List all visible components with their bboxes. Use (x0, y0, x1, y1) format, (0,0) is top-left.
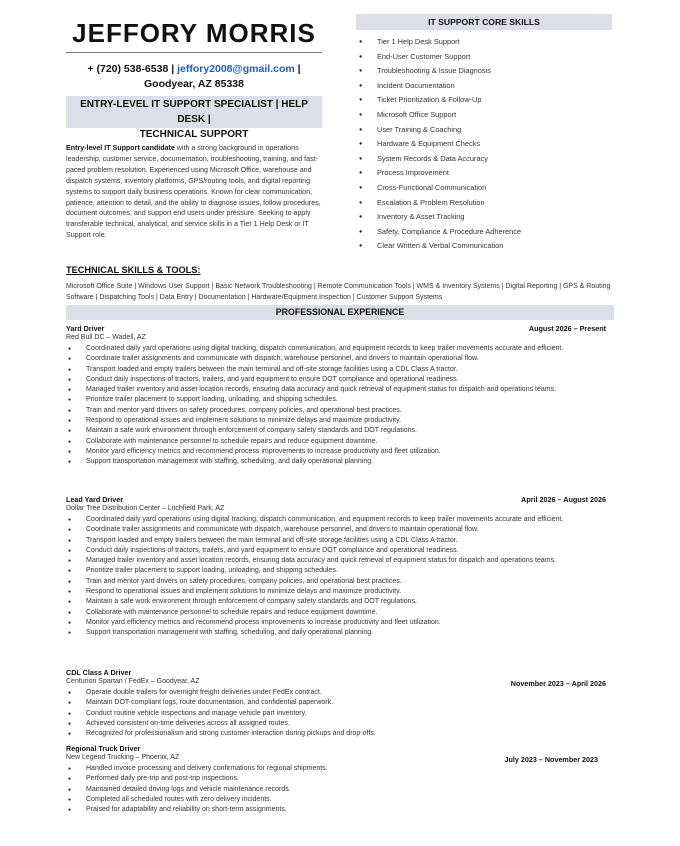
technical-skills-heading: TECHNICAL SKILLS & TOOLS: (66, 265, 201, 275)
headline-box (66, 96, 322, 140)
job-bullet: ● Coordinated daily yard operations using digital tracking, dispatch communication, and equipment records to keep trailer movements accurate and efficient. (66, 344, 614, 354)
job-bullet: ● Train and mentor yard drivers on safety procedures, company policies, and operational best practices. (66, 406, 614, 416)
job-title: Regional Truck Driver (66, 744, 141, 753)
job-bullet: ● Conduct routine vehicle inspections and manage vehicle part inventory. (66, 709, 614, 719)
job-bullet: ● Support transportation management with staffing, scheduling, and daily operational planning. (66, 628, 614, 638)
job-title: Yard Driver (66, 324, 105, 333)
core-skill-item: ● Hardware & Equipment Checks (359, 139, 609, 154)
job-entry (66, 668, 614, 739)
core-skill-item: ● Troubleshooting & Issue Diagnosis (359, 66, 609, 81)
job-bullet: ● Managed trailer inventory and asset location records, ensuring data accuracy and quick retrieval of equipment status for dispatch and operations teams. (66, 385, 614, 395)
experience-heading: PROFESSIONAL EXPERIENCE (66, 305, 614, 320)
core-skill-item: ● Inventory & Asset Tracking (359, 212, 609, 227)
job-bullet: ● Completed all scheduled routes with zero delivery incidents. (66, 795, 614, 805)
job-bullets (66, 515, 614, 639)
job-bullet: ● Achieved consistent on-time deliveries across all assigned routes. (66, 719, 614, 729)
job-bullet: ● Recognized for professionalism and strong customer interaction during pickups and drop-offs. (66, 729, 614, 739)
job-bullet: ● Support transportation management with staffing, scheduling, and daily operational planning. (66, 457, 614, 467)
core-skills-heading: IT SUPPORT CORE SKILLS (356, 14, 612, 30)
location: Goodyear, AZ 85338 (144, 78, 244, 90)
job-bullets (66, 688, 614, 739)
core-skill-item: ● Cross-Functional Communication (359, 183, 609, 198)
job-entry (66, 324, 614, 468)
job-bullets (66, 764, 614, 815)
core-skill-item: ● End-User Customer Support (359, 52, 609, 67)
job-bullet: ● Performed daily pre-trip and post-trip inspections. (66, 774, 614, 784)
job-bullet: ● Prioritize trailer placement to support loading, unloading, and shipping schedules. (66, 566, 614, 576)
core-skill-item: ● Tier 1 Help Desk Support (359, 37, 609, 52)
email-link[interactable]: jeffory2008@gmail.com (177, 63, 295, 75)
job-entry (66, 495, 614, 639)
professional-summary (66, 143, 328, 241)
contact-block (66, 62, 322, 92)
core-skill-item: ● Escalation & Problem Resolution (359, 198, 609, 213)
job-bullet: ● Praised for adaptability and reliability on short-term assignments. (66, 805, 614, 815)
job-bullet: ● Collaborate with maintenance personnel to schedule repairs and reduce equipment downtime. (66, 608, 614, 618)
headline-line-2: TECHNICAL SUPPORT (139, 129, 249, 140)
job-bullet: ● Respond to operational issues and implement solutions to minimize delays and maximize productivity. (66, 416, 614, 426)
job-bullet: ● Prioritize trailer placement to support loading, unloading, and shipping schedules. (66, 395, 614, 405)
job-company: New Legend Trucking – Phoenix, AZ (66, 754, 180, 761)
contact-separator: | (294, 63, 301, 75)
job-bullet: ● Operate double trailers for overnight freight deliveries under FedEx contract. (66, 688, 614, 698)
job-dates: July 2023 – November 2023 (504, 755, 598, 764)
technical-skills-text: Microsoft Office Suite | Windows User Support | Basic Network Troubleshooting | Remote Communication Tools | WMS & Inventory Systems | Digital Reporting | GPS & Routing Software | Dispatching Tools | Data Entry | Documentation | Hardware/Equipment Inspection | Customer Support Systems (66, 283, 611, 301)
job-bullet: ● Maintained detailed driving logs and vehicle maintenance records. (66, 785, 614, 795)
job-dates: August 2026 – Present (528, 324, 606, 333)
core-skill-item: ● Safety, Compliance & Procedure Adherence (359, 227, 609, 242)
core-skill-item: ● User Training & Coaching (359, 125, 609, 140)
job-title: CDL Class A Driver (66, 668, 132, 677)
core-skill-item: ● Incident Documentation (359, 81, 609, 96)
core-skill-item: ● Ticket Prioritization & Follow-Up (359, 95, 609, 110)
name-divider (66, 52, 322, 53)
job-bullet: ● Conduct daily inspections of tractors, trailers, and yard equipment to ensure DOT compliance and operational readiness. (66, 546, 614, 556)
job-bullet: ● Coordinated daily yard operations using digital tracking, dispatch communication, and equipment records to keep trailer movements accurate and efficient. (66, 515, 614, 525)
job-company: Centurion Spartan / FedEx – Goodyear, AZ (66, 678, 200, 685)
job-bullets (66, 344, 614, 468)
job-bullet: ● Monitor yard efficiency metrics and recommend process improvements to increase productivity and fleet utilization. (66, 447, 614, 457)
core-skill-item: ● Microsoft Office Support (359, 110, 609, 125)
job-dates: April 2026 – August 2026 (521, 495, 606, 504)
headline-line-1: ENTRY-LEVEL IT SUPPORT SPECIALIST | HELP DESK | (80, 99, 308, 125)
job-bullet: ● Conduct daily inspections of tractors, trailers, and yard equipment to ensure DOT compliance and operational readiness. (66, 375, 614, 385)
job-bullet: ● Train and mentor yard drivers on safety procedures, company policies, and operational best practices. (66, 577, 614, 587)
job-bullet: ● Transport loaded and empty trailers between the main terminal and off-site storage facilities using a CDL Class A tractor. (66, 365, 614, 375)
core-skill-item: ● Clear Written & Verbal Communication (359, 241, 609, 256)
job-bullet: ● Handled invoice processing and delivery confirmations for regional shipments. (66, 764, 614, 774)
job-bullet: ● Respond to operational issues and implement solutions to minimize delays and maximize productivity. (66, 587, 614, 597)
job-title: Lead Yard Driver (66, 495, 123, 504)
job-dates: November 2023 – April 2026 (510, 679, 606, 688)
job-bullet: ● Transport loaded and empty trailers between the main terminal and off-site storage facilities using a CDL Class A tractor. (66, 536, 614, 546)
job-bullet: ● Monitor yard efficiency metrics and recommend process improvements to increase productivity and fleet utilization. (66, 618, 614, 628)
job-bullet: ● Maintain a safe work environment through enforcement of company safety standards and DOT regulations. (66, 426, 614, 436)
job-company: Dollar Tree Distribution Center – Litchfield Park, AZ (66, 505, 225, 512)
job-bullet: ● Maintain a safe work environment through enforcement of company safety standards and DOT regulations. (66, 597, 614, 607)
job-bullet: ● Managed trailer inventory and asset location records, ensuring data accuracy and quick retrieval of equipment status for dispatch and operations teams. (66, 556, 614, 566)
summary-lead: Entry-level IT Support candidate (66, 144, 175, 152)
core-skill-item: ● Process Improvement (359, 168, 609, 183)
job-bullet: ● Maintain DOT-compliant logs, route documentation, and confidential paperwork. (66, 698, 614, 708)
job-bullet: ● Collaborate with maintenance personnel to schedule repairs and reduce equipment downtime. (66, 437, 614, 447)
job-company: Red Bull DC – Wadell, AZ (66, 334, 146, 341)
core-skill-item: ● System Records & Data Accuracy (359, 154, 609, 169)
job-entry (66, 744, 614, 815)
job-bullet: ● Coordinate trailer assignments and communicate with dispatch, warehouse personnel, and drivers to maintain operational flow. (66, 525, 614, 535)
candidate-name: JEFFORY MORRIS (72, 18, 316, 48)
phone-number: + (720) 538-6538 | (87, 63, 175, 75)
core-skills-list (359, 37, 609, 256)
summary-text: with a strong background in operations leadership, customer service, documentation, troubleshooting, training, and fast-paced problem resolution. Experienced using Microsoft Office, warehouse and dispatch systems, inventory platforms, GPS/routing tools, and digital reporting systems to support daily business operations. Known for clear communication, patience, attention to detail, and the ability to diagnose issues, follow procedures, document outcomes, and support end users under pressure. Seeking to apply transferable technical, analytical, and service skills in a Tier 1 Help Desk or IT Support role. (66, 144, 321, 240)
job-bullet: ● Coordinate trailer assignments and communicate with dispatch, warehouse personnel, and drivers to maintain operational flow. (66, 354, 614, 364)
